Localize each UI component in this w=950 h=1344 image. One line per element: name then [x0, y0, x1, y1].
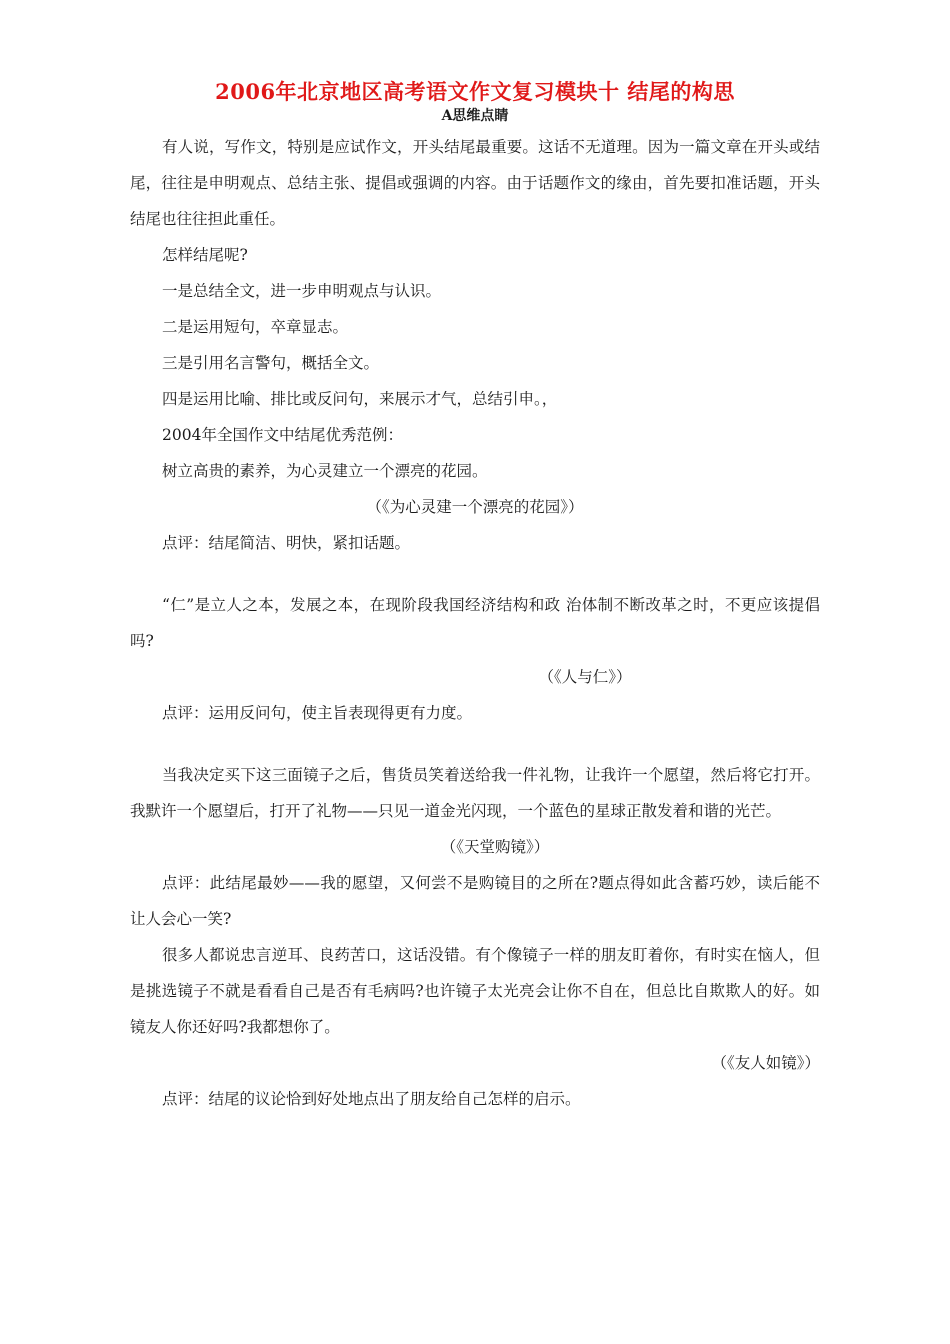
example-text: “仁”是立人之本，发展之本，在现阶段我国经济结构和政 治体制不断改革之时，不更应该提倡吗?	[130, 596, 820, 650]
method-item: 一是总结全文，进一步申明观点与认识。	[162, 282, 442, 300]
example-comment: 点评：此结尾最妙——我的愿望，又何尝不是购镜目的之所在?题点得如此含蓄巧妙，读后能不让人会心一笑?	[130, 874, 820, 928]
example-source: （《人与仁》）	[538, 668, 632, 686]
method-item: 二是运用短句，卒章显志。	[162, 318, 349, 336]
examples-heading: 2004年全国作文中结尾优秀范例：	[162, 426, 403, 444]
example-text: 当我决定买下这三面镜子之后，售货员笑着送给我一件礼物，让我许一个愿望，然后将它打开。我默许一个愿望后，打开了礼物——只见一道金光闪现，一个蓝色的星球正散发着和谐的光芒。	[130, 766, 820, 820]
example-text: 树立高贵的素养，为心灵建立一个漂亮的花园。	[162, 462, 488, 480]
example-comment: 点评：运用反问句，使主旨表现得更有力度。	[162, 704, 473, 722]
method-item: 四是运用比喻、排比或反问句，来展示才气，总结引申。，	[162, 390, 558, 408]
example-text: 很多人都说忠言逆耳、良药苦口，这话没错。有个像镜子一样的朋友盯着你，有时实在恼人，但是挑选镜子不就是看看自己是否有毛病吗?也许镜子太光亮会让你不自在，但总比自欺欺人的好。如镜友人你还好吗?我都想你了。	[130, 946, 820, 1036]
example-source: （《为心灵建一个漂亮的花园》）	[366, 498, 584, 516]
spacer	[130, 561, 820, 587]
section-heading: A思维点睛	[441, 108, 509, 124]
question-line: 怎样结尾呢?	[162, 246, 248, 264]
example-comment: 点评：结尾的议论恰到好处地点出了朋友给自己怎样的启示。	[162, 1090, 581, 1108]
example-source: （《天堂购镜》）	[440, 838, 550, 856]
intro-paragraph: 有人说，写作文，特别是应试作文，开头结尾最重要。这话不无道理。因为一篇文章在开头或结尾，往往是申明观点、总结主张、提倡或强调的内容。由于话题作文的缘由，首先要扣准话题，开头结尾也往往担此重任。	[130, 138, 820, 228]
example-source: （《友人如镜》）	[711, 1054, 820, 1072]
document-title: 2006年北京地区高考语文作文复习模块十 结尾的构思	[215, 79, 735, 104]
method-item: 三是引用名言警句，概括全文。	[162, 354, 380, 372]
example-comment: 点评：结尾简洁、明快，紧扣话题。	[162, 534, 411, 552]
spacer	[130, 731, 820, 757]
document-page	[130, 78, 820, 1117]
